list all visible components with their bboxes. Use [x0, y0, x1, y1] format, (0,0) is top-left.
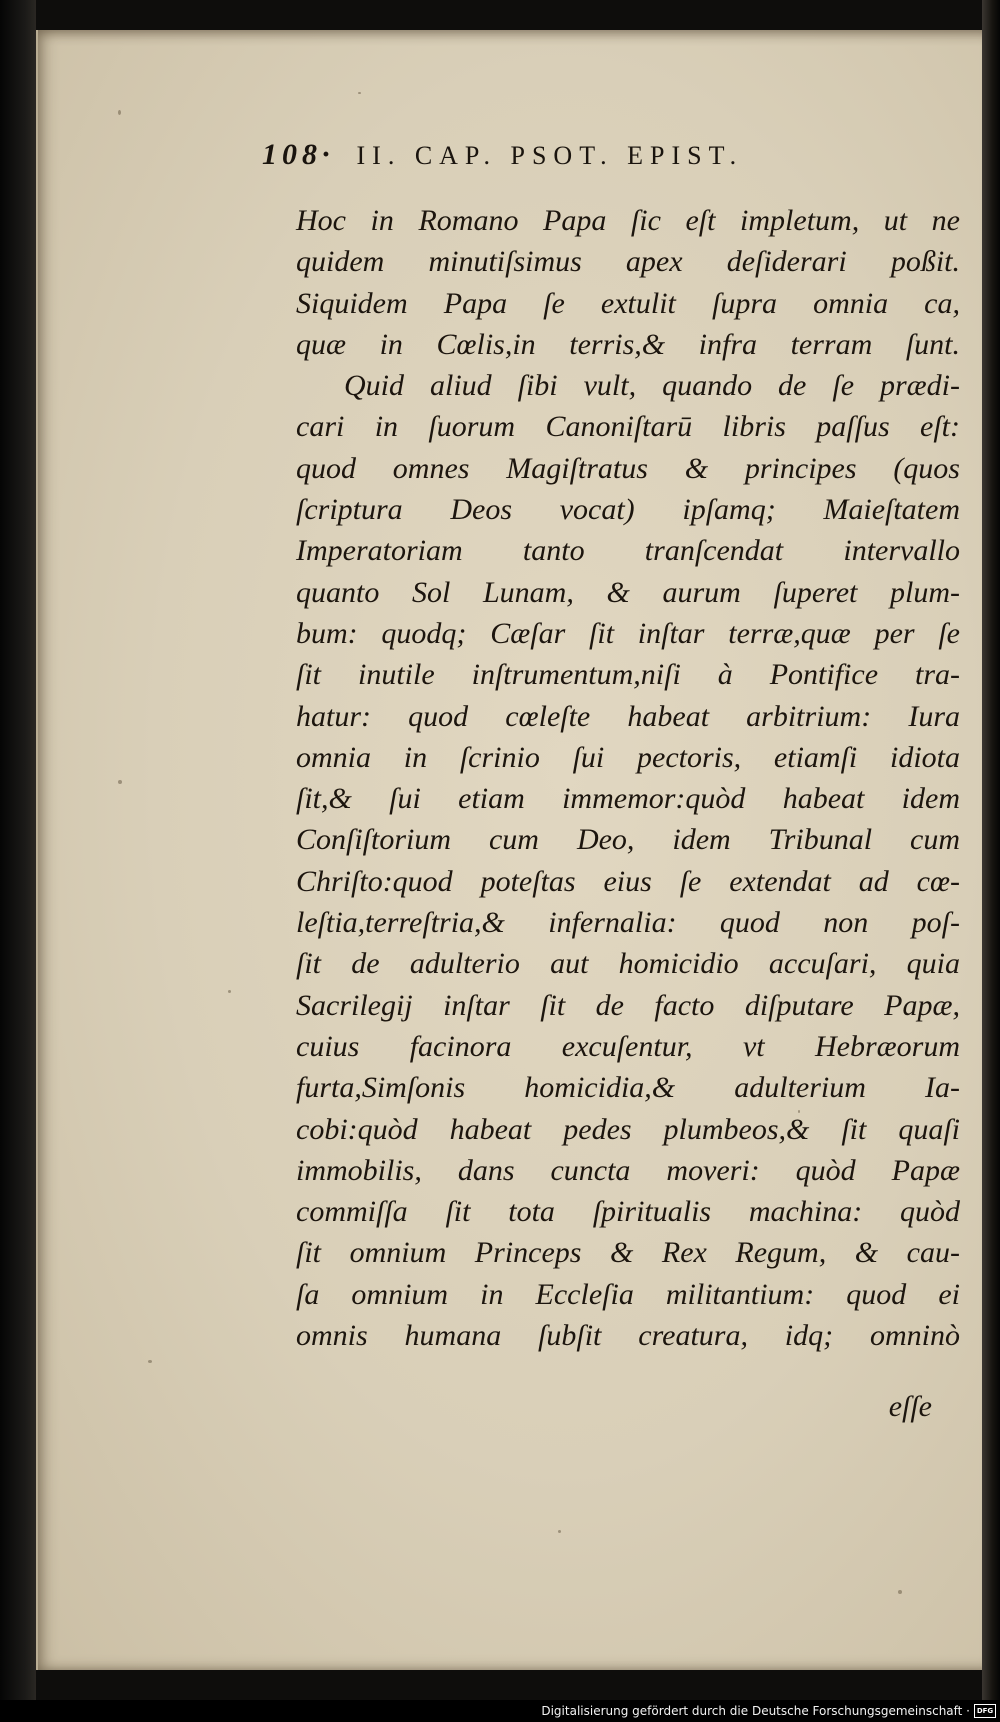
paper-fleck [228, 990, 231, 993]
text-line: hatur: quod cœleſte habeat arbitrium: Iura [296, 699, 960, 733]
text-line: quod omnes Magiſtratus & principes (quos [296, 451, 960, 485]
page-edge-shadow [982, 0, 1000, 1700]
text-line: bum: quodq; Cæſar ſit inſtar terræ,quæ per ſe [296, 616, 960, 650]
text-line: cari in ſuorum Canoniſtarū libris paſſus eſt: [296, 410, 960, 444]
text-line: ſit inutile inſtrumentum,niſi à Pontifice tra- [296, 658, 960, 692]
digitization-footer [0, 1700, 1000, 1722]
text-line: ſcriptura Deos vocat) ipſamq; Maieſtatem [296, 493, 960, 527]
text-line: ſa omnium in Eccleſia militantium: quod ei [296, 1277, 960, 1311]
text-line: immobilis, dans cuncta moveri: quòd Papæ [296, 1153, 960, 1187]
text-line: quidem minutiſsimus apex deſiderari poßit. [296, 245, 960, 279]
text-line: Hoc in Romano Papa ſic eſt impletum, ut ne [296, 204, 960, 237]
text-line: leſtia,terreſtria,& infernalia: quod non poſ- [296, 906, 960, 940]
text-line: Chriſto:quod poteſtas eius ſe extendat ad cœ- [296, 864, 960, 898]
dfg-logo-icon: DFG [974, 1704, 996, 1718]
text-line: Sacrilegij inſtar ſit de facto diſputare Papæ, [296, 988, 960, 1022]
text-line: furta,Simſonis homicidia,& adulterium Ia- [296, 1071, 960, 1105]
text-line: commiſſa ſit tota ſpiritualis machina: quòd [296, 1195, 960, 1229]
text-line: Imperatoriam tanto tranſcendat intervallo [296, 534, 960, 568]
text-line: omnis humana ſubſit creatura, idq; omninò [296, 1319, 960, 1353]
paper-fleck [898, 1590, 902, 1594]
text-line: ſit,& ſui etiam immemor:quòd habeat idem [296, 782, 960, 816]
text-line: Siquidem Papa ſe extulit ſupra omnia ca, [296, 286, 960, 320]
text-line: ſit omnium Princeps & Rex Regum, & cau- [296, 1236, 960, 1270]
paper-fleck [118, 780, 122, 784]
paper-fleck [118, 110, 121, 115]
paper-fleck [358, 92, 361, 94]
running-head-title: II. CAP. PSOT. EPIST. [356, 141, 744, 170]
paper-fleck [558, 1530, 561, 1533]
text-line: omnia in ſcrinio ſui pectoris, etiamſi idiota [296, 740, 960, 774]
text-line: cuius facinora excuſentur, vt Hebræorum [296, 1029, 960, 1063]
page-number: 108· [262, 138, 335, 171]
text-line: Quid aliud ſibi vult, quando de ſe prædi- [344, 369, 960, 403]
catchword: eſſe [888, 1390, 932, 1423]
paper-fleck [148, 1360, 152, 1363]
funding-credit: Digitalisierung gefördert durch die Deutsche Forschungsgemeinschaft · [541, 1704, 970, 1718]
book-spine-shadow [0, 0, 36, 1722]
running-head [262, 138, 862, 178]
text-line: Conſiſtorium cum Deo, idem Tribunal cum [296, 823, 960, 857]
text-line: quæ in Cœlis,in terris,& infra terram ſunt. [296, 327, 960, 361]
text-line: quanto Sol Lunam, & aurum ſuperet plum- [296, 575, 960, 609]
text-line: cobi:quòd habeat pedes plumbeos,& ſit quaſi [296, 1112, 960, 1146]
text-line: ſit de adulterio aut homicidio accuſari, quia [296, 947, 960, 981]
body-text [296, 200, 960, 1356]
